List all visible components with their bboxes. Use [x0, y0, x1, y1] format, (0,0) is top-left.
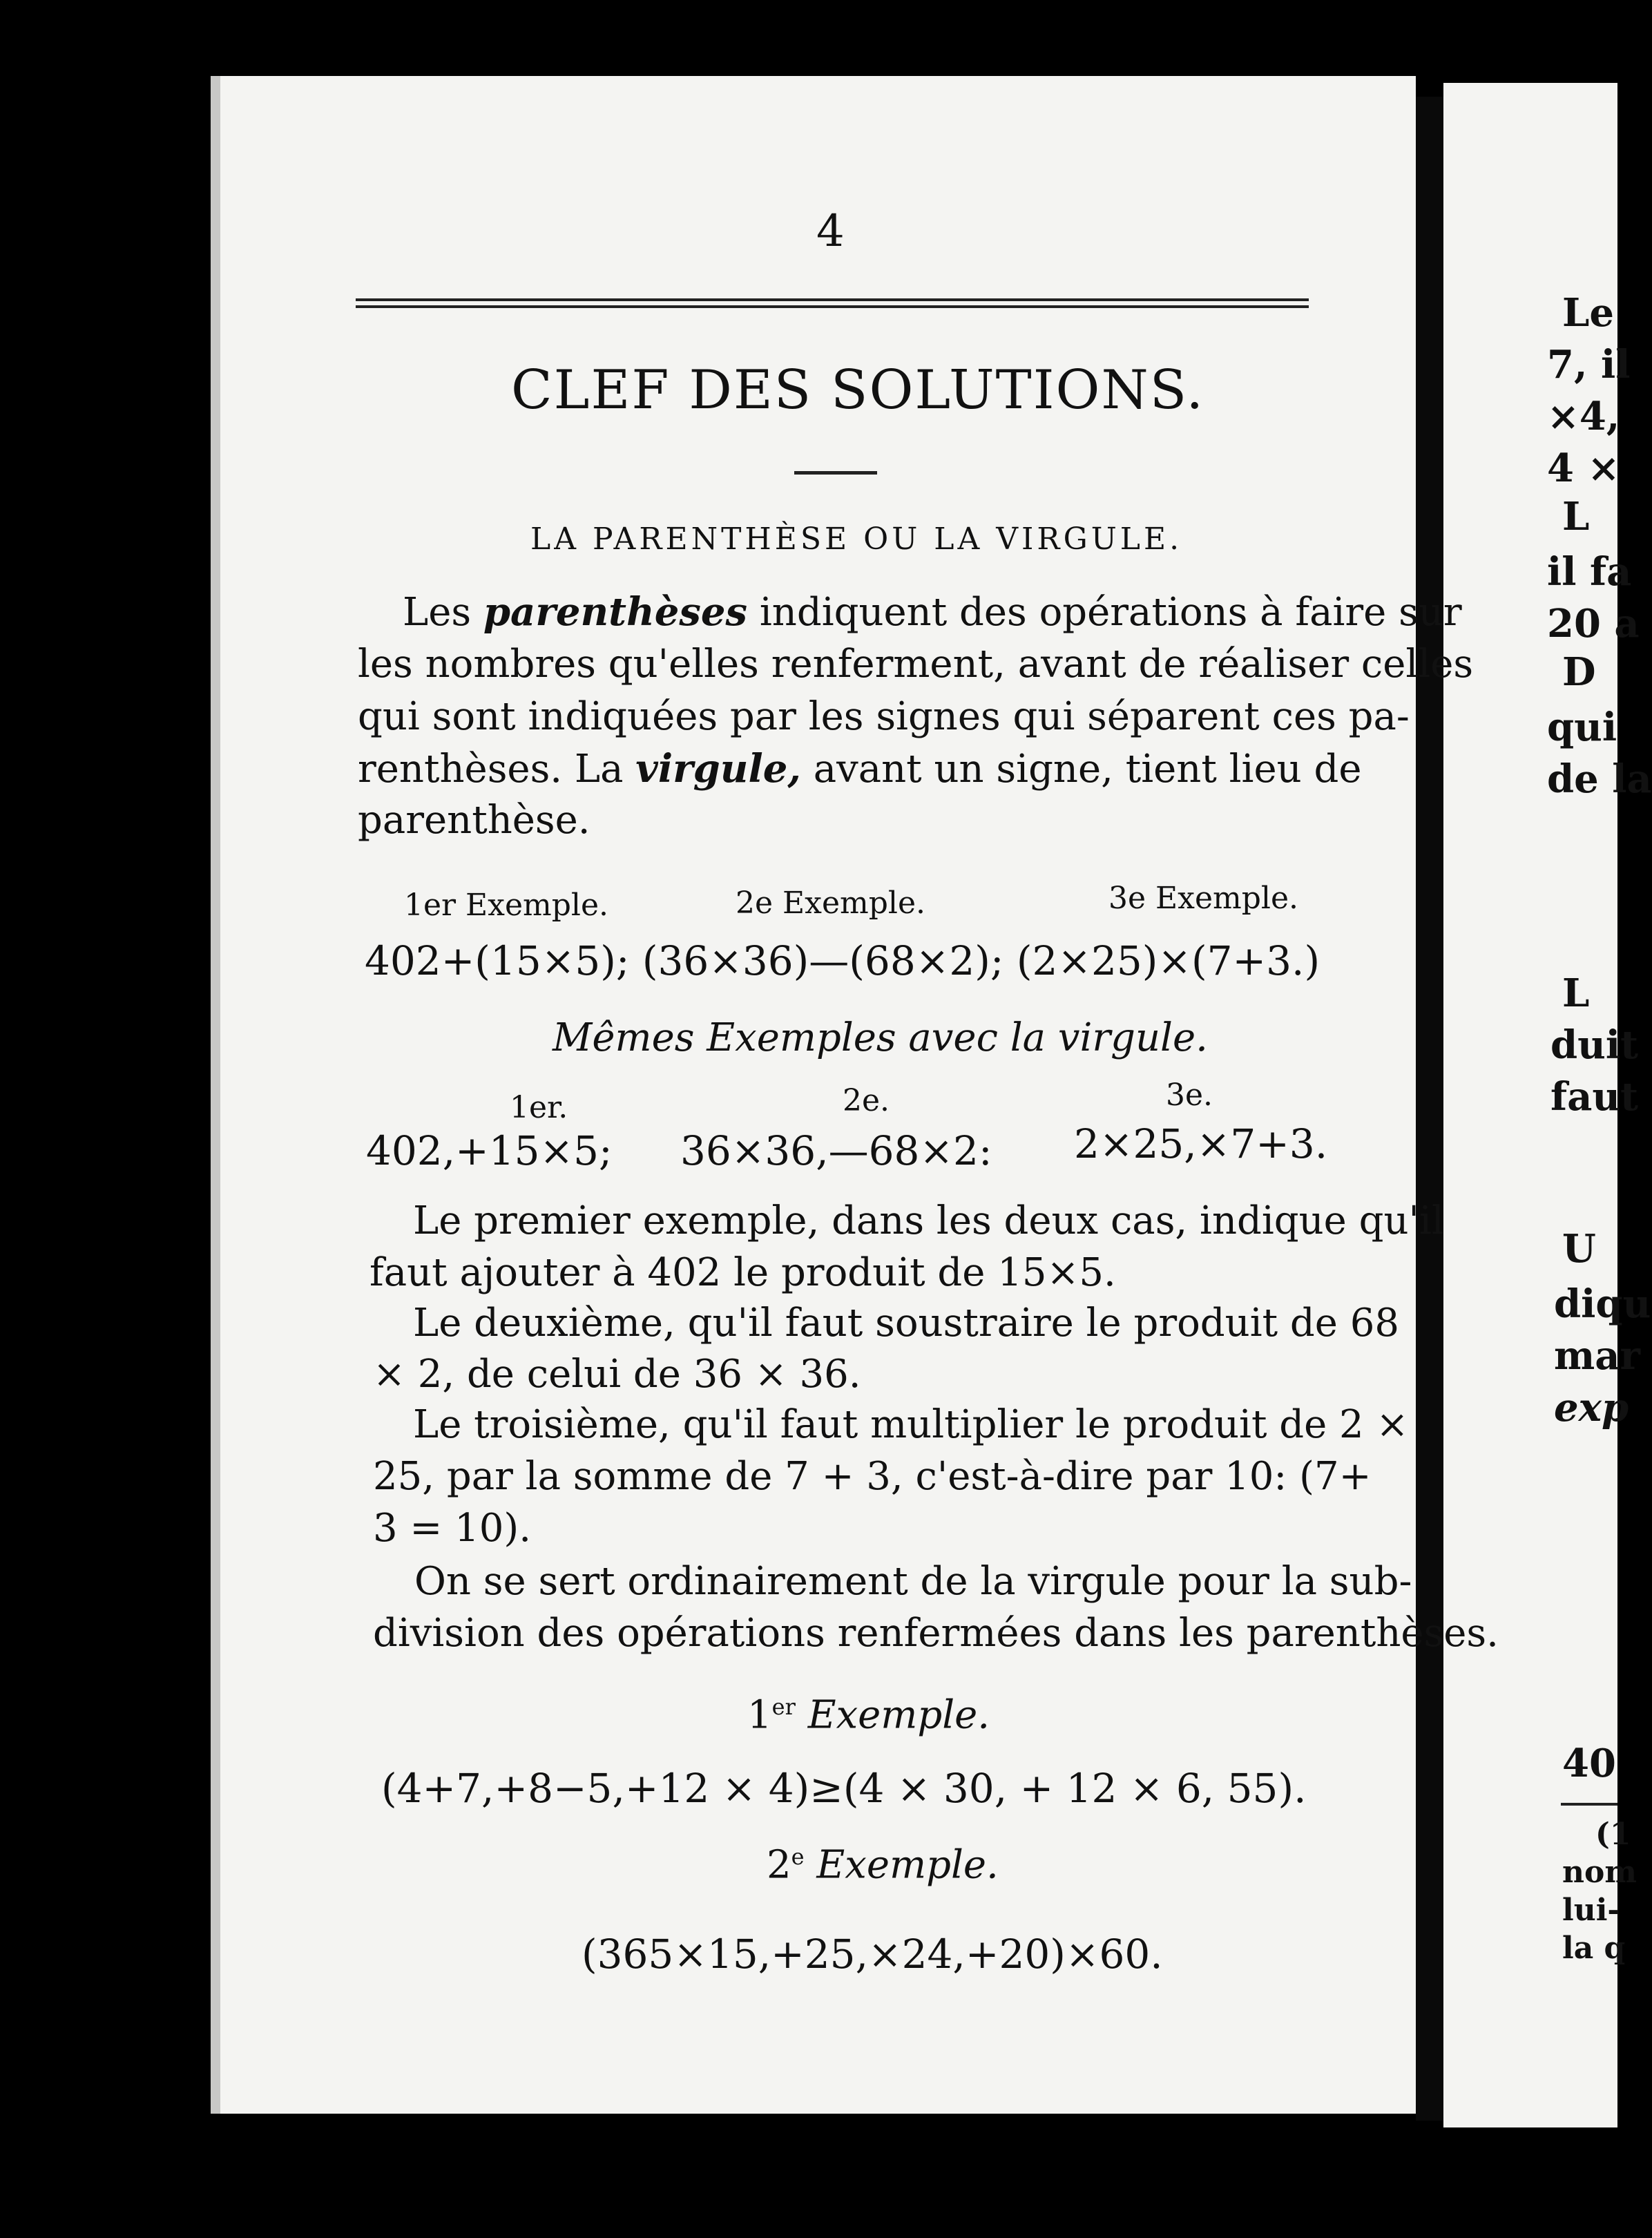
virgule-label-1: 1er.	[510, 1090, 568, 1125]
explanation-first-line-2: faut ajouter à 402 le produit de 15×5.	[369, 1250, 1116, 1295]
subdivision-formula-1: (4+7,+8−5,+12 × 4)≥(4 × 30, + 12 × 6, 55).	[381, 1765, 1307, 1812]
subdivision-example-1-suffix: er	[771, 1694, 796, 1720]
right-fragment-15: diqu	[1554, 1281, 1651, 1327]
explanation-third-line-3: 3 = 10).	[373, 1506, 532, 1551]
right-fragment-16: mar	[1554, 1333, 1641, 1379]
intro-line-2: les nombres qu'elles renferment, avant de réaliser celles	[358, 642, 1474, 687]
right-fragment-12: duit	[1550, 1022, 1639, 1068]
right-fragment-8: D	[1562, 649, 1596, 695]
right-fragment-2: 7, il	[1547, 342, 1631, 388]
right-fragment-22: la q	[1562, 1931, 1626, 1966]
subdivision-example-2-text: Exemple.	[816, 1842, 999, 1888]
explanation-virgule-line-1: On se sert ordinairement de la virgule pour la sub-	[414, 1559, 1412, 1604]
right-footnote-rule	[1561, 1803, 1617, 1806]
intro-line-1a: Les	[403, 590, 472, 635]
example-label-2: 2e Exemple.	[736, 886, 925, 921]
book-gutter	[1416, 97, 1443, 2121]
intro-line-4	[358, 746, 1362, 792]
parentheses-formula: 402+(15×5); (36×36)—(68×2); (2×25)×(7+3.)	[365, 937, 1320, 984]
page-number: 4	[816, 206, 845, 257]
example-label-1: 1er Exemple.	[404, 888, 609, 923]
right-fragment-9: qui	[1547, 705, 1617, 750]
right-fragment-5: L	[1562, 494, 1590, 539]
right-fragment-17: exp	[1554, 1385, 1629, 1431]
right-fragment-1: Le	[1562, 290, 1615, 336]
intro-line-1	[403, 589, 1462, 635]
explanation-second-line-2: × 2, de celui de 36 × 36.	[373, 1352, 861, 1397]
subdivision-example-1-label	[747, 1692, 990, 1738]
intro-line-4a: renthèses. La	[358, 747, 624, 792]
right-fragment-21: lui-	[1562, 1893, 1620, 1928]
right-fragment-3: ×4,	[1547, 394, 1620, 439]
right-fragment-18: 40	[1562, 1741, 1616, 1786]
right-fragment-10: de la	[1547, 756, 1652, 802]
subdivision-example-1-number: 1	[747, 1692, 772, 1738]
subdivision-example-2-number: 2	[767, 1842, 791, 1888]
intro-emphasis-parentheses: parenthèses	[483, 589, 748, 635]
right-fragment-6: il fa	[1547, 549, 1632, 595]
subdivision-example-1-text: Exemple.	[807, 1692, 990, 1738]
page-title: CLEF DES SOLUTIONS.	[511, 359, 1205, 421]
right-fragment-19: (1	[1595, 1817, 1631, 1852]
intro-line-5: parenthèse.	[358, 798, 590, 843]
explanation-virgule-line-2: division des opérations renfermées dans les parenthèses.	[373, 1611, 1499, 1656]
intro-line-4b: avant un signe, tient lieu de	[813, 747, 1362, 792]
section-heading: LA PARENTHÈSE OU LA VIRGULE.	[530, 522, 1183, 557]
intro-line-3: qui sont indiquées par les signes qui séparent ces pa-	[358, 694, 1410, 739]
explanation-third-line-1: Le troisième, qu'il faut multiplier le produit de 2 ×	[413, 1402, 1409, 1447]
right-fragment-20: nom	[1562, 1855, 1637, 1890]
example-label-3: 3e Exemple.	[1108, 881, 1298, 916]
right-fragment-11: L	[1562, 970, 1590, 1016]
intro-line-1b: indiquent des opérations à faire sur	[759, 590, 1462, 635]
virgule-formula-2: 36×36,—68×2:	[680, 1127, 992, 1174]
right-fragment-13: faut	[1550, 1074, 1638, 1120]
virgule-label-3: 3e.	[1166, 1078, 1213, 1113]
title-rule	[794, 471, 877, 475]
virgule-heading: Mêmes Exemples avec la virgule.	[553, 1015, 1208, 1060]
virgule-label-2: 2e.	[843, 1083, 890, 1118]
explanation-third-line-2: 25, par la somme de 7 + 3, c'est-à-dire par 10: (7+	[373, 1454, 1372, 1499]
right-fragment-14: U	[1562, 1226, 1596, 1272]
intro-emphasis-virgule: virgule,	[635, 746, 801, 792]
subdivision-example-2-label	[767, 1842, 999, 1888]
virgule-formula-1: 402,+15×5;	[366, 1127, 613, 1174]
right-fragment-7: 20 a	[1547, 601, 1640, 647]
virgule-formula-3: 2×25,×7+3.	[1074, 1120, 1328, 1167]
explanation-second-line-1: Le deuxième, qu'il faut soustraire le produit de 68	[413, 1301, 1399, 1346]
right-fragment-4: 4 ×	[1547, 446, 1620, 491]
header-double-rule	[356, 298, 1309, 308]
subdivision-formula-2: (365×15,+25,×24,+20)×60.	[582, 1931, 1163, 1978]
explanation-first-line-1: Le premier exemple, dans les deux cas, indique qu'il	[413, 1198, 1444, 1243]
subdivision-example-2-suffix: e	[791, 1844, 805, 1870]
